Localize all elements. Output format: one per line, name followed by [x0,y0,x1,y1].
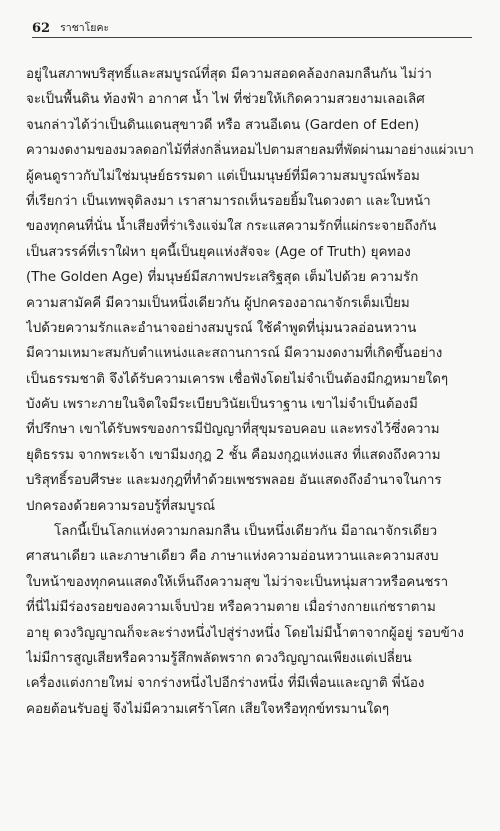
text-line: เป็นธรรมชาติ จึงได้รับความเคารพ เชื่อฟังโดยไม่จำเป็นต้องมีกฎหมายใดๆ [26,371,449,387]
text-line: ที่เรียกว่า เป็นเทพจุติลงมา เราสามารถเห็นรอยยิ้มในดวงตา และใบหน้า [26,193,431,209]
text-line: บริสุทธิ์รอบศีรษะ และมงกุฎที่ทำด้วยเพชรพลอย อันแสดงถึงอำนาจในการ [26,473,442,489]
text-line: บังคับ เพราะภายในจิตใจมีระเบียบวินัยเป็นราฐาน เขาไม่จำเป็นต้องมี [26,397,418,413]
paragraph-1 [26,62,474,519]
text-line: เป็นสวรรค์ที่เราใฝ่หา ยุคนี้เป็นยุคแห่งสัจจะ (Age of Truth) ยุคทอง [26,244,411,260]
text-line: ยุติธรรม จากพระเจ้า เขามีมงกุฎ 2 ชั้น คือมงกุฎแห่งแสง ที่แสดงถึงความ [26,447,441,463]
text-line: จะเป็นพื้นดิน ท้องฟ้า อากาศ น้ำ ไฟ ที่ช่วยให้เกิดความสวยงามเลอเลิศ [26,92,425,108]
text-line: มีความเหมาะสมกับตำแหน่งและสถานการณ์ มีความงดงามที่เกิดขึ้นอย่าง [26,346,443,362]
page-header [32,10,472,36]
text-line: คอยต้อนรับอยู่ จึงไม่มีความเศร้าโศก เสียใจหรือทุกข์ทรมานใดๆ [26,701,390,717]
text-line: จนกล่าวได้ว่าเป็นดินแดนสุขาวดี หรือ สวนอีเดน (Garden of Eden) [26,117,420,133]
text-line: ไปด้วยความรักและอำนาจอย่างสมบูรณ์ ใช้คำพูดที่นุ่มนวลอ่อนหวาน [26,320,417,336]
text-line: ไม่มีการสูญเสียหรือความรู้สึกพลัดพราก ดวงวิญญาณเพียงแต่เปลี่ยน [26,650,412,666]
page-number: 62 [32,21,51,36]
running-title: ราชาโยคะ [60,22,110,34]
text-line: (The Golden Age) ที่มนุษย์มีสภาพประเสริฐสุด เต็มไปด้วย ความรัก [26,270,419,286]
text-line: เครื่องแต่งกายใหม่ จากร่างหนึ่งไปอีกร่างหนึ่ง ที่มีเพื่อนและญาติ พี่น้อง [26,676,425,692]
text-line: อายุ ดวงวิญญาณก็จะละร่างหนึ่งไปสู่ร่างหนึ่ง โดยไม่มีน้ำตาจากผู้อยู่ รอบข้าง [26,625,464,641]
text-line: ที่ปรึกษา เขาได้รับพรของการมีปัญญาที่สุขุมรอบคอบ และทรงไว้ซึ่งความ [26,422,440,438]
text-line: ศาสนาเดียว และภาษาเดียว คือ ภาษาแห่งความอ่อนหวานและความสงบ [26,549,439,565]
text-line: ผู้คนดูราวกับไม่ใช่มนุษย์ธรรมดา แต่เป็นมนุษย์ที่มีความสมบูรณ์พร้อม [26,168,420,184]
text-line: ความสามัคคี มีความเป็นหนึ่งเดียวกัน ผู้ปกครองอาณาจักรเต็มเปี่ยม [26,295,410,311]
body-text [26,62,474,722]
header-rule [32,37,472,38]
text-line: ความงดงามของมวลดอกไม้ที่ส่งกลิ่นหอมไปตามสายลมที่พัดผ่านมาอย่างแผ่วเบา [26,143,474,159]
text-line: ปกครองด้วยความรอบรู้ที่สมบูรณ์ [26,498,216,514]
paragraph-2 [26,519,474,722]
text-line: โลกนี้เป็นโลกแห่งความกลมกลืน เป็นหนึ่งเดียวกัน มีอาณาจักรเดียว [54,524,438,540]
text-line: ของทุกคนที่นั่น น้ำเสียงที่ร่าเริงแจ่มใส กระแสความรักที่แผ่กระจายถึงกัน [26,219,437,235]
text-line: ใบหน้าของทุกคนแสดงให้เห็นถึงความสุข ไม่ว่าจะเป็นหนุ่มสาวหรือคนชรา [26,574,449,590]
text-line: อยู่ในสภาพบริสุทธิ์และสมบูรณ์ที่สุด มีความสอดคล้องกลมกลืนกัน ไม่ว่า [26,67,432,82]
text-line: ที่นี่ไม่มีร่องรอยของความเจ็บป่วย หรือความตาย เมื่อร่างกายแก่ชราตาม [26,600,436,616]
